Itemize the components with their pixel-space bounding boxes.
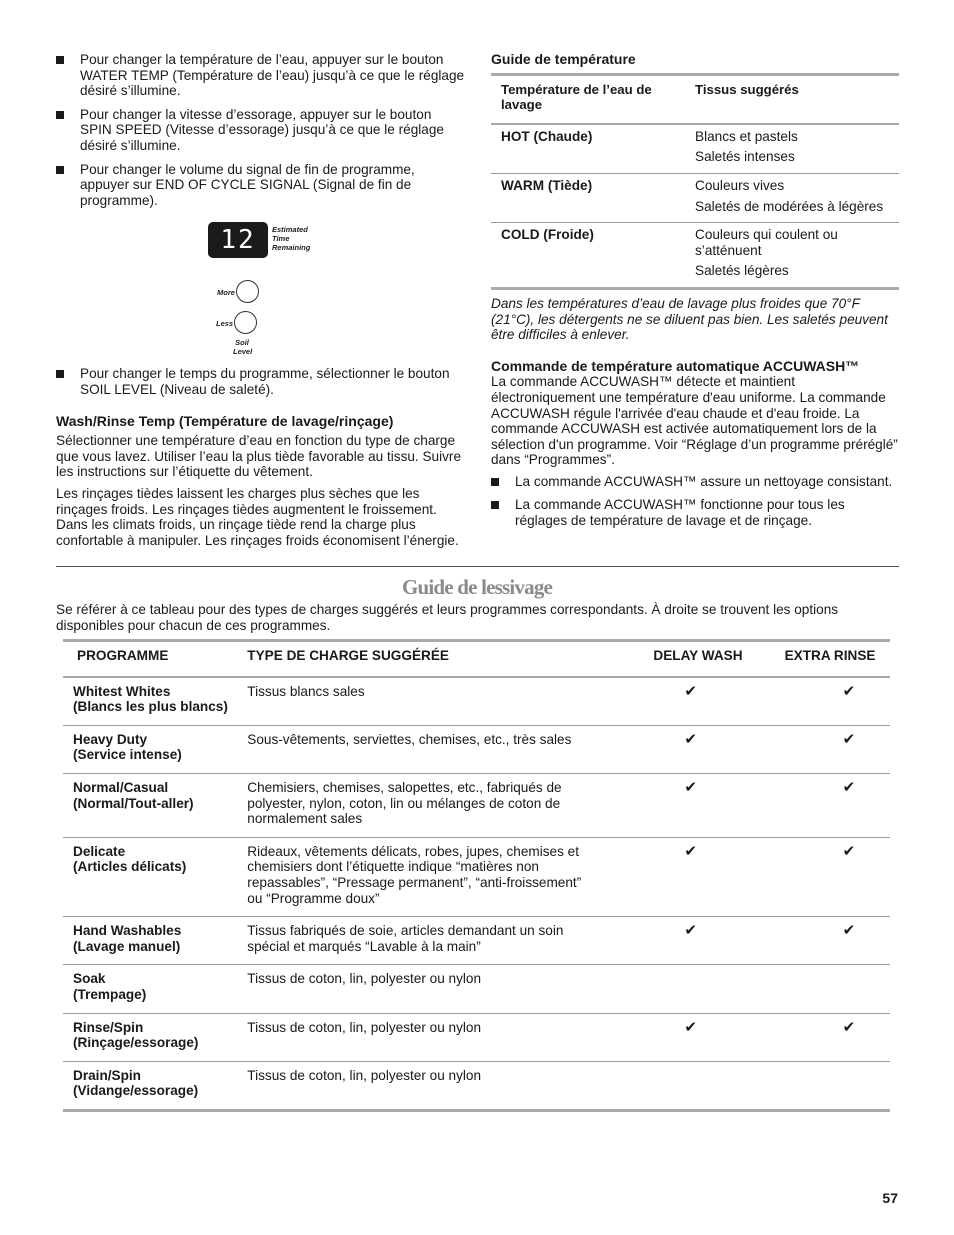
delay-wash-check [598, 965, 750, 1013]
accuwash-bullet [491, 474, 899, 490]
programme-name-fr: (Rinçage/essorage) [73, 1035, 199, 1051]
column-header-delay-wash: DELAY WASH [653, 648, 743, 663]
programme-cell [63, 725, 237, 773]
programme-name: Normal/Casual [73, 779, 169, 795]
bullet-text: La commande ACCUWASH™ fonctionne pour tous les réglages de température de lavage et de rinçage. [515, 497, 845, 529]
bullet-square-icon [56, 166, 64, 174]
programme-name: Rinse/Spin [73, 1019, 144, 1035]
bullet-square-icon [56, 111, 64, 119]
left-column [56, 52, 466, 554]
programme-cell [63, 1061, 237, 1110]
table-row [63, 725, 890, 773]
fabric-cell [685, 124, 899, 174]
temperature-note: Dans les températures d’eau de lavage plus froides que 70°F (21°C), les détergents ne se diluent pas bien. Les saletés peuvent être difficiles à enlever. [491, 295, 888, 343]
table-row [63, 917, 890, 965]
bullet-text: La commande ACCUWASH™ assure un nettoyage consistant. [515, 473, 893, 489]
bullet-text: Pour changer la température de l’eau, appuyer sur le bouton WATER TEMP (Température de l’eau) jusqu’à ce que le réglage désiré s’illumine. [80, 52, 465, 99]
wash-rinse-heading: Wash/Rinse Temp (Température de lavage/rinçage) [56, 412, 394, 429]
wash-rinse-paragraph: Sélectionner une température d’eau en fonction du type de charge que vous lavez. Utiliser l’eau la plus tiède favorable au tissu. Suivre les instructions sur l’étiquette du vêtement. [56, 433, 462, 480]
load-type-cell: Tissus de coton, lin, polyester ou nylon [247, 1067, 482, 1083]
fabric-item: Saletés légères [695, 263, 789, 279]
table-header-row [63, 641, 890, 677]
display-label-line: Estimated [272, 225, 308, 235]
table-row [63, 677, 890, 726]
display-label-line: Time [272, 234, 290, 244]
programme-name-fr: (Service intense) [73, 747, 182, 763]
time-display [208, 222, 320, 258]
column-header-programme: PROGRAMME [77, 648, 169, 663]
extra-rinse-check: ✔ [842, 1018, 856, 1036]
delay-wash-check: ✔ [684, 682, 697, 700]
display-label [272, 225, 322, 252]
programme-name-fr: (Blancs les plus blancs) [73, 699, 228, 715]
bullet-end-of-cycle [56, 162, 466, 209]
load-type-cell: Tissus blancs sales [247, 683, 365, 699]
wash-rinse-paragraph: Les rinçages tièdes laissent les charges plus sèches que les rinçages froids. Les rinçages tièdes augmentent le froissement. Dans les climats froids, un rinçage tiède rend la charge plus confortable à manipuler. Les rinçages froids économisent l’énergie. [56, 485, 459, 548]
bullet-square-icon [491, 501, 499, 509]
control-panel-illustration [56, 216, 466, 356]
table-row [491, 124, 899, 174]
load-type-cell: Sous-vêtements, serviettes, chemises, etc., très sales [247, 731, 572, 747]
accuwash-heading: Commande de température automatique ACCUWASH™ [491, 357, 860, 374]
fabric-item: Couleurs qui coulent ou s’atténuent [695, 227, 838, 258]
load-type-cell: Chemisiers, chemises, salopettes, etc., fabriqués de polyester, nylon, coton, lin ou mélanges de coton de normalement sales [247, 779, 562, 827]
programme-cell [63, 917, 237, 965]
bullet-square-icon [491, 478, 499, 486]
table-row [63, 965, 890, 1013]
fabric-item: Couleurs vives [695, 177, 785, 193]
delay-wash-check: ✔ [684, 778, 697, 796]
delay-wash-check: ✔ [684, 1018, 697, 1036]
delay-wash-check: ✔ [684, 842, 697, 860]
temp-label: WARM (Tiède) [501, 177, 593, 193]
extra-rinse-check: ✔ [842, 842, 856, 860]
table-row [63, 1013, 890, 1061]
fabric-item: Blancs et pastels [695, 128, 798, 144]
guide-title: Guide de lessivage [401, 575, 553, 599]
table-row [491, 223, 899, 289]
column-header-type: TYPE DE CHARGE SUGGÉRÉE [247, 648, 449, 663]
extra-rinse-check: ✔ [842, 730, 856, 748]
delay-wash-check: ✔ [684, 922, 697, 940]
column-header: Tissus suggérés [695, 81, 799, 97]
table-row [63, 773, 890, 837]
extra-rinse-check: ✔ [842, 922, 856, 940]
programme-cell [63, 773, 237, 837]
table-row [63, 1061, 890, 1110]
fabric-item: Saletés intenses [695, 149, 795, 165]
extra-rinse-check: ✔ [842, 778, 856, 796]
temp-label: COLD (Froide) [501, 227, 594, 243]
column-header: Température de l’eau de lavage [501, 81, 652, 113]
page-number: 57 [882, 1190, 898, 1206]
programme-cell [63, 965, 237, 1013]
bullet-square-icon [56, 56, 64, 64]
guide-intro: Se référer à ce tableau pour des types de charges suggérés et leurs programmes correspondants. À droite se trouvent les options disponibles pour chacun de ces programmes. [56, 602, 839, 633]
table-row [63, 837, 890, 916]
load-type-cell: Tissus fabriqués de soie, articles demandant un soin spécial et marqués “Lavable à la main” [247, 923, 564, 954]
soil-label-line: Level [233, 347, 253, 357]
programme-name: Heavy Duty [73, 731, 148, 747]
soil-level-label [233, 338, 251, 356]
section-divider [56, 566, 899, 567]
more-label: More [217, 288, 235, 298]
soil-label-line: Soil [235, 338, 249, 348]
programme-cell [63, 837, 237, 916]
bullet-spin-speed [56, 107, 466, 154]
programme-name: Drain/Spin [73, 1067, 141, 1083]
extra-rinse-check: ✔ [842, 682, 856, 700]
programme-cell [63, 1013, 237, 1061]
bullet-text: Pour changer le temps du programme, sélectionner le bouton SOIL LEVEL (Niveau de saleté). [80, 366, 450, 397]
fabric-cell [685, 223, 899, 289]
accuwash-paragraph: La commande ACCUWASH™ détecte et maintient électroniquement une température d'eau uniforme. La commande ACCUWASH régule l'arrivée d'eau chaude et d'eau froide. La commande ACCUWASH est activée automatiquement lors de la sélection d'un programme. Voir “Réglage d’un programme préréglé” dans “Programmes”. [491, 374, 898, 468]
programme-name-fr: (Articles délicats) [73, 859, 187, 875]
table-header-row [491, 74, 899, 124]
load-type-cell: Tissus de coton, lin, polyester ou nylon [247, 971, 482, 987]
less-button[interactable] [234, 311, 257, 334]
load-type-cell: Tissus de coton, lin, polyester ou nylon [247, 1019, 482, 1035]
bullet-soil-level [56, 366, 466, 397]
extra-rinse-check [751, 965, 890, 1013]
programme-cell [63, 677, 237, 726]
programme-name: Whitest Whites [73, 683, 171, 699]
fabric-item: Saletés de modérées à légères [695, 198, 884, 214]
laundry-guide-table [63, 639, 890, 1112]
temp-guide-heading: Guide de température [491, 51, 636, 67]
programme-name: Hand Washables [73, 923, 182, 939]
programme-name-fr: (Vidange/essorage) [73, 1083, 199, 1099]
delay-wash-check: ✔ [684, 730, 697, 748]
table-row [491, 173, 899, 222]
less-label: Less [216, 319, 234, 329]
programme-name-fr: (Normal/Tout-aller) [73, 795, 194, 811]
bullet-text: Pour changer le volume du signal de fin de programme, appuyer sur END OF CYCLE SIGNAL (Signal de fin de programme). [80, 161, 415, 208]
bullet-water-temp [56, 52, 466, 99]
programme-name-fr: (Trempage) [73, 986, 147, 1002]
display-value: 12 [220, 225, 256, 256]
fabric-cell [685, 173, 899, 222]
more-button[interactable] [236, 280, 259, 303]
load-type-cell: Rideaux, vêtements délicats, robes, jupes, chemises et chemisiers dont l’étiquette indique “matières non repassables”, “Pressage permanent”, “anti-froissement” ou “Programme doux” [247, 843, 582, 906]
column-header-extra-rinse: EXTRA RINSE [784, 648, 876, 663]
accuwash-bullet [491, 497, 899, 528]
programme-name: Soak [73, 971, 106, 987]
display-label-line: Remaining [272, 243, 311, 253]
temperature-table [491, 73, 899, 290]
programme-name: Delicate [73, 843, 126, 859]
extra-rinse-check [751, 1061, 890, 1110]
bullet-square-icon [56, 370, 64, 378]
delay-wash-check [598, 1061, 750, 1110]
temp-label: HOT (Chaude) [501, 128, 593, 144]
bullet-text: Pour changer la vitesse d’essorage, appuyer sur le bouton SPIN SPEED (Vitesse d’essorage) jusqu’à ce que le réglage désiré s’illumine. [80, 106, 444, 153]
programme-name-fr: (Lavage manuel) [73, 938, 181, 954]
right-column [491, 52, 899, 537]
